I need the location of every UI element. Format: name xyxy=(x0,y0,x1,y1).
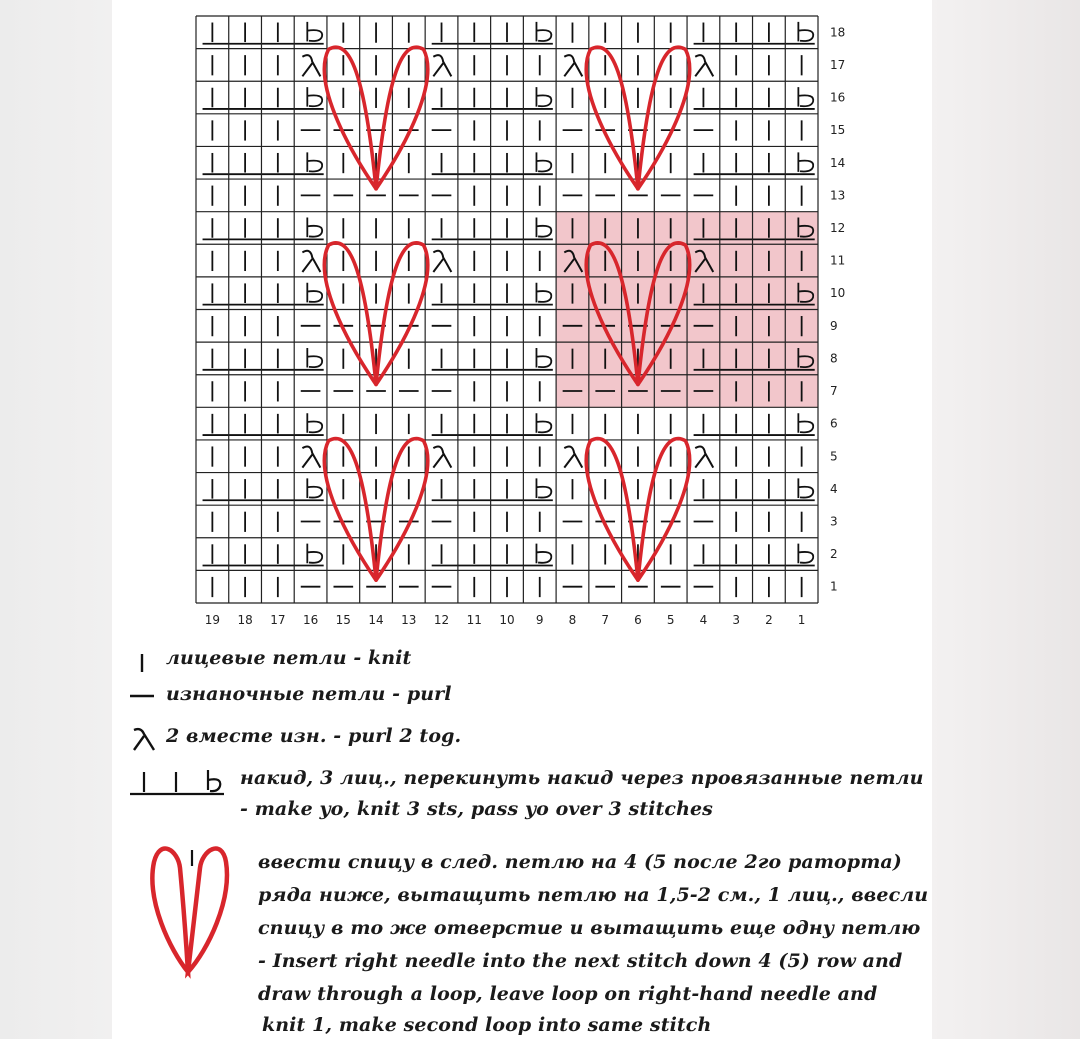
yo-pass-symbol xyxy=(307,152,322,172)
row-label: 15 xyxy=(830,123,846,138)
row-label: 4 xyxy=(830,481,838,496)
yo-pass-symbol xyxy=(798,478,813,498)
column-label: 4 xyxy=(699,613,708,627)
column-label: 19 xyxy=(204,613,221,627)
p2tog-symbol xyxy=(433,446,451,467)
column-label: 7 xyxy=(601,613,610,627)
purl-symbol-icon xyxy=(128,684,156,708)
heart-loop-left xyxy=(324,439,376,581)
row-label: 7 xyxy=(830,384,838,399)
heart-loop-right xyxy=(638,439,690,581)
row-label: 11 xyxy=(830,253,846,268)
row-label: 18 xyxy=(830,25,846,40)
p2tog-symbol-icon xyxy=(128,724,160,754)
row-label: 17 xyxy=(830,57,846,72)
p2tog-symbol xyxy=(433,55,451,76)
column-label: 6 xyxy=(634,613,642,627)
row-label: 16 xyxy=(830,90,846,105)
column-label: 3 xyxy=(732,613,740,627)
heart-loop-right xyxy=(638,47,690,189)
row-label: 12 xyxy=(830,220,846,235)
column-label: 16 xyxy=(302,613,319,627)
p2tog-symbol xyxy=(302,446,320,467)
yo-pass-symbol xyxy=(536,152,551,172)
yo-pass-symbol xyxy=(536,544,551,564)
legend-loop-text-2: ряда ниже, вытащить петлю на 1,5-2 см., 1 лиц., ввесли xyxy=(258,884,929,906)
row-label: 5 xyxy=(830,449,838,464)
row-label: 10 xyxy=(830,286,846,301)
yo-pass-symbol xyxy=(798,413,813,433)
column-label: 8 xyxy=(568,613,577,627)
legend-loop-text-4: - Insert right needle into the next stitch down 4 (5) row and xyxy=(258,950,903,972)
yo-pass-symbol xyxy=(798,544,813,564)
legend-yo-text-2: - make yo, knit 3 sts, pass yo over 3 stitches xyxy=(240,798,713,820)
column-label: 18 xyxy=(237,613,253,627)
row-label: 1 xyxy=(830,579,838,594)
yo-pass-symbol xyxy=(307,87,322,107)
yo-pass-symbol xyxy=(536,218,551,238)
p2tog-symbol xyxy=(564,55,582,76)
row-label: 6 xyxy=(830,416,838,431)
legend-p2tog-text: 2 вместе изн. - purl 2 tog. xyxy=(166,725,462,747)
yo-pass-symbol xyxy=(536,283,551,303)
heart-loop-right xyxy=(376,439,428,581)
heart-loop-right xyxy=(376,47,428,189)
heart-loop-left xyxy=(586,439,638,581)
yo-pass-symbol xyxy=(307,413,322,433)
yo-pass-symbol xyxy=(307,478,322,498)
p2tog-symbol xyxy=(302,55,320,76)
yo-pass-symbol xyxy=(536,22,551,42)
yo-pass-symbol xyxy=(307,283,322,303)
p2tog-symbol xyxy=(695,446,713,467)
yo-pass-symbol xyxy=(536,478,551,498)
yo-pass-symbol xyxy=(798,87,813,107)
heart-loop-left xyxy=(324,47,376,189)
heart-loop-left xyxy=(586,47,638,189)
row-label: 2 xyxy=(830,547,838,562)
column-label: 12 xyxy=(433,613,450,627)
p2tog-symbol xyxy=(695,55,713,76)
yo-knit3-symbol-icon xyxy=(126,764,230,798)
yo-pass-symbol xyxy=(307,218,322,238)
row-label: 14 xyxy=(830,155,846,170)
yo-pass-symbol xyxy=(307,22,322,42)
yo-pass-symbol xyxy=(307,348,322,368)
yo-pass-symbol xyxy=(536,348,551,368)
legend-loop-text-1: ввести спицу в след. петлю на 4 (5 после 2го ратортa) xyxy=(258,851,902,873)
p2tog-symbol xyxy=(564,446,582,467)
heart-loop-left xyxy=(324,243,376,385)
row-label: 13 xyxy=(830,188,846,203)
legend-yo-text-1: накид, 3 лиц., перекинуть накид через провязанные петли xyxy=(240,767,924,789)
yo-pass-symbol xyxy=(798,152,813,172)
heart-loop-right xyxy=(376,243,428,385)
p2tog-symbol xyxy=(302,251,320,272)
yo-pass-symbol xyxy=(536,87,551,107)
column-label: 17 xyxy=(270,613,286,627)
yo-pass-symbol xyxy=(536,413,551,433)
knit-symbol-icon xyxy=(130,650,154,676)
p2tog-symbol xyxy=(433,251,451,272)
column-label: 5 xyxy=(666,613,675,627)
heart-loop-symbol-icon xyxy=(140,840,250,980)
column-label: 11 xyxy=(466,613,482,627)
row-label: 8 xyxy=(830,351,838,366)
legend-loop-text-3: спицу в то же отверстие и вытащить еще одну петлю xyxy=(258,917,921,939)
column-label: 13 xyxy=(401,613,417,627)
legend-loop-text-5: draw through a loop, leave loop on right-hand needle and xyxy=(258,983,878,1005)
legend-loop-text-6: knit 1, make second loop into same stitch xyxy=(262,1014,712,1036)
yo-pass-symbol xyxy=(307,544,322,564)
legend-purl-text: изнаночные петли - purl xyxy=(166,683,452,705)
column-label: 9 xyxy=(535,613,544,627)
yo-pass-symbol xyxy=(798,22,813,42)
row-label: 9 xyxy=(830,318,838,333)
column-label: 1 xyxy=(797,613,806,627)
row-label: 3 xyxy=(830,514,838,529)
legend-knit-text: лицевые петли - knit xyxy=(166,647,412,669)
column-label: 10 xyxy=(499,613,515,627)
column-label: 15 xyxy=(335,613,351,627)
column-label: 2 xyxy=(765,613,773,627)
column-label: 14 xyxy=(368,613,384,627)
